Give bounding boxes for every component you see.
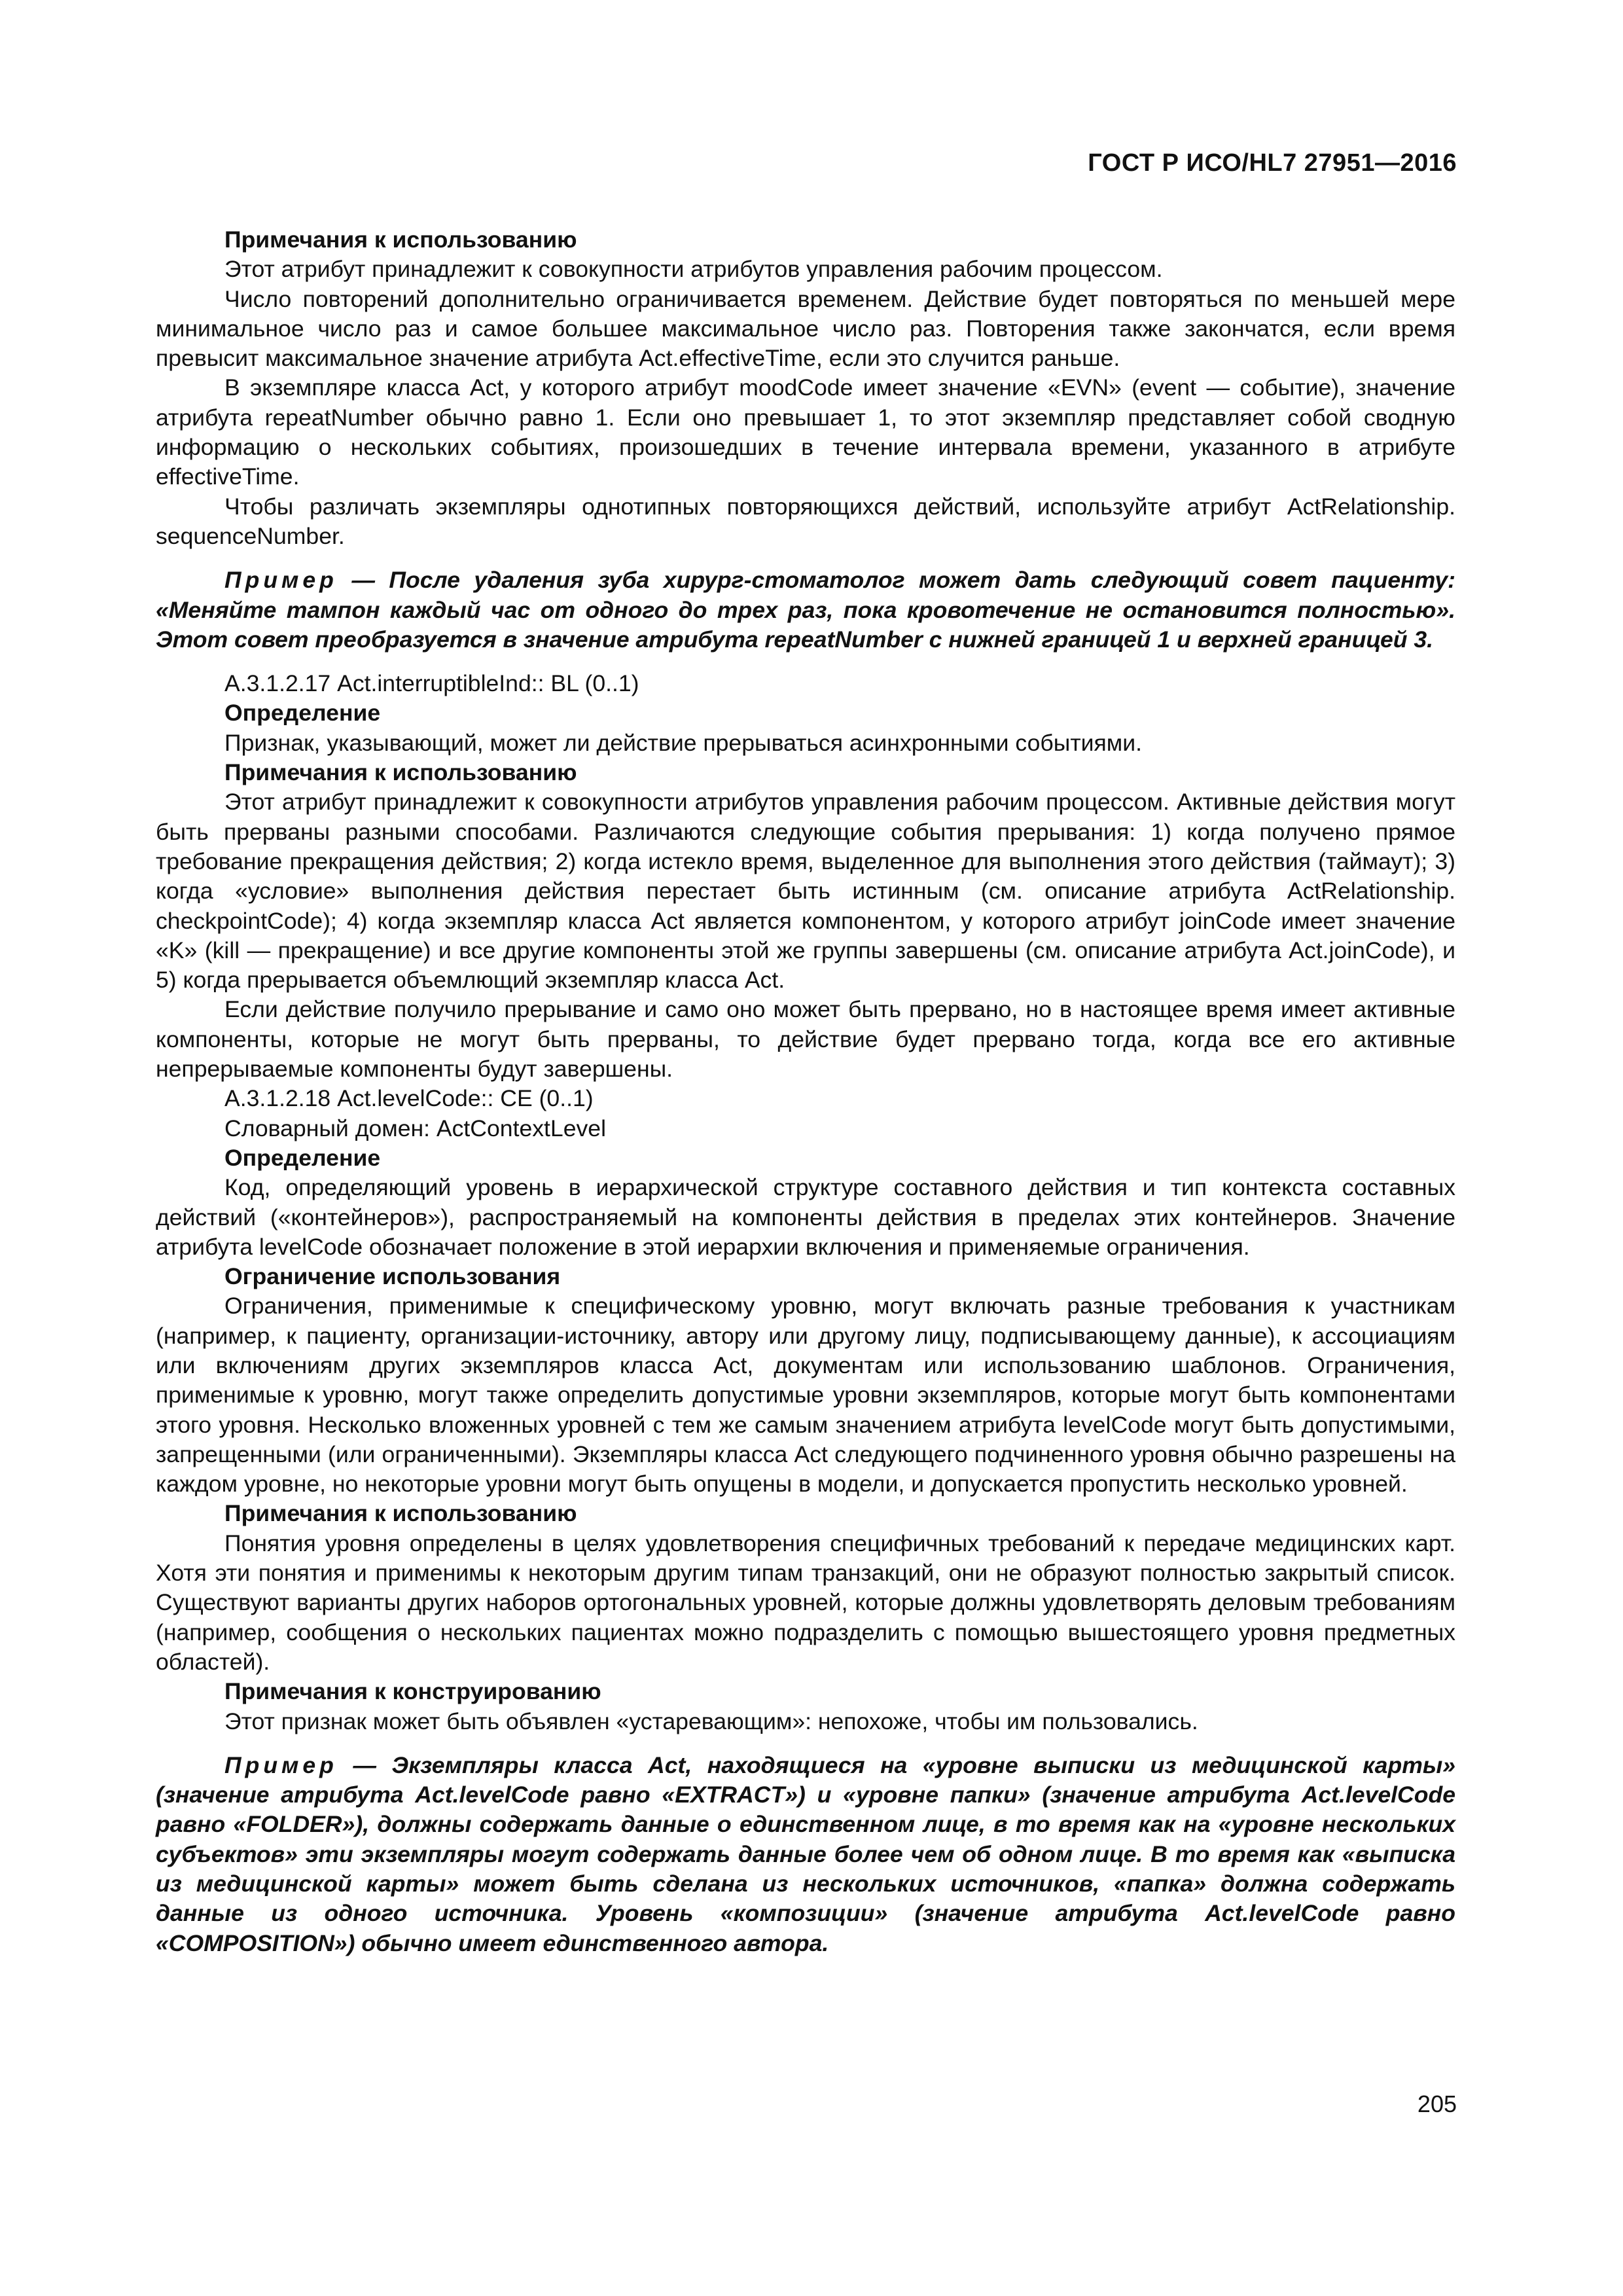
body-paragraph: А.3.1.2.17 Act.interruptibleInd:: BL (0..1) bbox=[224, 670, 639, 697]
document-body bbox=[156, 225, 1455, 1973]
body-paragraph: Этот признак может быть объявлен «устаревающим»: непохоже, чтобы им пользовались. bbox=[224, 1708, 1198, 1734]
section-heading: Примечания к использованию bbox=[224, 759, 577, 786]
section-heading: Определение bbox=[224, 700, 381, 726]
body-paragraph: Код, определяющий уровень в иерархической структуре составного действия и тип контекста составных действий («контейнеров»), распространяемый на компоненты действия в пределах этих контейнеров. Значение атрибута levelCode обозначает положение в этой иерархии включения и применяемые ограничения. bbox=[156, 1174, 1455, 1260]
section-heading: Определение bbox=[224, 1144, 381, 1171]
body-paragraph: В экземпляре класса Act, у которого атрибут moodCode имеет значение «EVN» (event — событие), значение атрибута repeatNumber обычно равно 1. Если оно превышает 1, то этот экземпляр представляет собой сводную информацию о нескольких событиях, произошедших в течение интервала времени, указанного в атрибуте effectiveTime. bbox=[156, 374, 1455, 490]
body-paragraph: Словарный домен: ActContextLevel bbox=[224, 1115, 606, 1141]
section-heading: Примечания к использованию bbox=[224, 226, 577, 253]
example-paragraph bbox=[156, 1751, 1455, 1958]
body-paragraph: Этот атрибут принадлежит к совокупности атрибутов управления рабочим процессом. Активные действия могут быть прерваны разными способами. Различаются следующие события прерывания: 1) когда получено прямое требование прекращения действия; 2) когда истекло время, выделенное для выполнения этого действия (таймаут); 3) когда «условие» выполнения действия перестает быть истинным (см. описание атрибута ActRelationship. checkpointCode); 4) когда экземпляр класса Act является компонентом, у которого атрибут joinCode имеет значение «K» (kill — прекращение) и все другие компоненты этой же группы завершены (см. описание атрибута Act.joinCode), и 5) когда прерывается объемлющий экземпляр класса Act. bbox=[156, 789, 1455, 994]
section-heading: Ограничение использования bbox=[224, 1263, 561, 1290]
example-paragraph bbox=[156, 565, 1455, 655]
example-text: — Экземпляры класса Act, находящиеся на «уровне выписки из медицинской карты» (значение атрибута Act.levelCode равно «EXTRACT») и «уровне папки» (значение атрибута Act.levelCode равно «FOLDER»), должны содержать данные о единственном лице, в то время как на «уровне нескольких субъектов» эти экземпляры могут содержать данные более чем об одном лице. В то время как «выписка из медицинской карты» может быть сделана из нескольких источников, «папка» должна содержать данные из одного источника. Уровень «композиции» (значение атрибута Act.levelCode равно «COMPOSITION») обычно имеет единственного автора. bbox=[156, 1751, 1455, 1956]
body-paragraph: Число повторений дополнительно ограничивается временем. Действие будет повторяться по меньшей мере минимальное число раз и самое большее максимальное число раз. Повторения также закончатся, если время превысит максимальное значение атрибута Act.effectiveTime, если это случится раньше. bbox=[156, 285, 1455, 372]
page-number: 205 bbox=[1417, 2090, 1457, 2117]
section-heading: Примечания к конструированию bbox=[224, 1678, 601, 1705]
body-paragraph: А.3.1.2.18 Act.levelCode:: CE (0..1) bbox=[224, 1085, 594, 1112]
body-paragraph: Ограничения, применимые к специфическому уровню, могут включать разные требования к участникам (например, к пациенту, организации-источнику, автору или другому лицу, подписывающему данные), к ассоциациям или включениям других экземпляров класса Act, документам или использованию шаблонов. Ограничения, применимые к уровню, могут также определить допустимые уровни экземпляров, которые могут быть компонентами этого уровня. Несколько вложенных уровней с тем же самым значением атрибута levelCode могут быть допустимыми, запрещенными (или ограниченными). Экземпляры класса Act следующего подчиненного уровня обычно разрешены на каждом уровне, но некоторые уровни могут быть опущены в модели, и допускается пропустить несколько уровней. bbox=[156, 1293, 1455, 1498]
standard-header: ГОСТ Р ИСО/HL7 27951—2016 bbox=[1088, 149, 1457, 177]
body-paragraph: Если действие получило прерывание и само оно может быть прервано, но в настоящее время имеет активные компоненты, которые не могут быть прерваны, то действие будет прервано тогда, когда все его активные непрерываемые компоненты будут завершены. bbox=[156, 996, 1455, 1083]
example-text: — После удаления зуба хирург-стоматолог может дать следующий совет пациенту: «Меняйте тампон каждый час от одного до трех раз, пока кровотечение не остановится полностью». Этот совет преобразуется в значение атрибута repeatNumber с нижней границей 1 и верхней границей 3. bbox=[156, 567, 1455, 653]
body-paragraph: Понятия уровня определены в целях удовлетворения специфичных требований к передаче медицинских карт. Хотя эти понятия и применимы к некоторым другим типам транзакций, они не образуют полностью закрытый список. Существуют варианты других наборов ортогональных уровней, которые должны удовлетворять деловым требованиям (например, сообщения о нескольких пациентах можно подразделить с помощью вышестоящего уровня предметных областей). bbox=[156, 1530, 1455, 1675]
section-heading: Примечания к использованию bbox=[224, 1500, 577, 1527]
body-paragraph: Чтобы различать экземпляры однотипных повторяющихся действий, используйте атрибут ActRelationship. sequenceNumber. bbox=[156, 493, 1455, 549]
example-label: Пример bbox=[224, 567, 338, 594]
example-label: Пример bbox=[224, 1751, 338, 1778]
body-paragraph: Этот атрибут принадлежит к совокупности атрибутов управления рабочим процессом. bbox=[224, 256, 1163, 283]
body-paragraph: Признак, указывающий, может ли действие прерываться асинхронными событиями. bbox=[224, 729, 1142, 756]
